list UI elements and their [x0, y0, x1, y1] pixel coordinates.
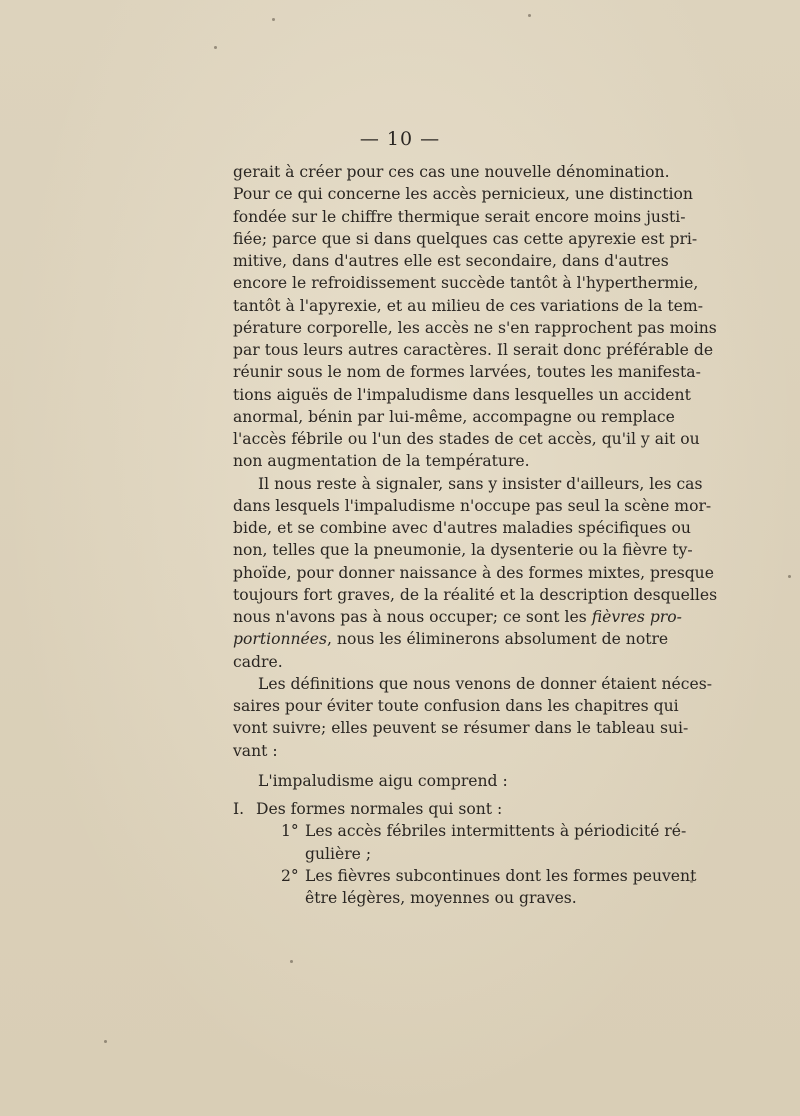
list-number: I.: [233, 800, 245, 818]
paragraph-1: [233, 161, 717, 473]
paper-speck: [528, 14, 531, 17]
text-line: Pour ce qui concerne les accès pernicieux, une distinction: [233, 185, 693, 204]
text-line: fondée sur le chiffre thermique serait encore moins justi-: [233, 207, 686, 226]
list-text: Des formes normales qui sont :: [255, 800, 503, 818]
text-line: phoïde, pour donner naissance à des formes mixtes, presque: [233, 563, 714, 582]
text-line: gulière ;: [305, 844, 372, 863]
paragraph-3: [233, 673, 712, 762]
text-line: fiée; parce que si dans quelques cas cette apyrexie est pri-: [233, 229, 698, 248]
paper-speck: [788, 575, 791, 578]
text-line: bide, et se combine avec d'autres maladies spécifiques ou: [233, 519, 691, 537]
text-line: dans lesquels l'impaludisme n'occupe pas seul la scène mor-: [233, 496, 712, 515]
paper-speck: [290, 960, 293, 963]
page-number: — 10 —: [359, 128, 441, 150]
sub-number: 2°: [281, 866, 299, 885]
text-line: toujours fort graves, de la réalité et la description desquelles: [233, 585, 718, 604]
summary-title: L'impaludisme aigu comprend :: [258, 771, 508, 790]
text-line: Les fièvres subcontinues dont les formes peuvent: [305, 866, 697, 885]
text-line: réunir sous le nom de formes larvées, toutes les manifesta-: [233, 363, 701, 382]
text-line: Les accès fébriles intermittents à périodicité ré-: [305, 822, 687, 841]
sub-item-1: [233, 820, 687, 865]
text-line: anormal, bénin par lui-même, accompagne ou remplace: [233, 407, 675, 426]
text-run: nous n'avons pas à nous occuper; ce sont les: [233, 608, 587, 626]
text-line: [233, 628, 669, 650]
text-line: l'accès fébrile ou l'un des stades de cet accès, qu'il y ait ou: [233, 430, 700, 448]
paragraph-2: [233, 473, 718, 673]
body-text: [233, 161, 718, 909]
list-item-1: [233, 798, 641, 820]
text-line: encore le refroidissement succède tantôt à l'hyperthermie,: [233, 274, 699, 293]
text-run: , nous les éliminerons absolument de notre: [327, 630, 669, 649]
text-line: tantôt à l'apyrexie, et au milieu de ces variations de la tem-: [233, 296, 703, 315]
text-line: pérature corporelle, les accès ne s'en rapprochent pas moins: [233, 318, 717, 337]
italic-term: portionnées: [233, 630, 328, 649]
text-line: être légères, moyennes ou graves.: [305, 889, 577, 907]
paper-speck: [104, 1040, 107, 1043]
text-line: mitive, dans d'autres elle est secondaire, dans d'autres: [233, 252, 669, 270]
text-line: Il nous reste à signaler, sans y insister d'ailleurs, les cas: [258, 474, 703, 493]
text-line: gerait à créer pour ces cas une nouvelle dénomination.: [233, 163, 670, 181]
text-line: vant :: [233, 741, 278, 760]
text-line: non augmentation de la température.: [233, 452, 530, 471]
sub-item-2: [233, 865, 697, 910]
sub-number: 1°: [281, 822, 299, 841]
paper-speck: [214, 46, 217, 49]
text-line: [233, 606, 682, 628]
text-line: par tous leurs autres caractères. Il serait donc préférable de: [233, 341, 714, 359]
text-line: vont suivre; elles peuvent se résumer dans le tableau sui-: [233, 719, 689, 738]
text-line: tions aiguës de l'impaludisme dans lesquelles un accident: [233, 385, 691, 404]
italic-term: fièvres pro-: [591, 608, 682, 626]
text-line: cadre.: [233, 652, 283, 671]
paper-speck: [272, 18, 275, 21]
text-line: non, telles que la pneumonie, la dysenterie ou la fièvre ty-: [233, 541, 693, 560]
text-line: Les définitions que nous venons de donner étaient néces-: [258, 674, 712, 693]
text-line: saires pour éviter toute confusion dans les chapitres qui: [233, 697, 679, 715]
paper-speck: [690, 880, 693, 883]
